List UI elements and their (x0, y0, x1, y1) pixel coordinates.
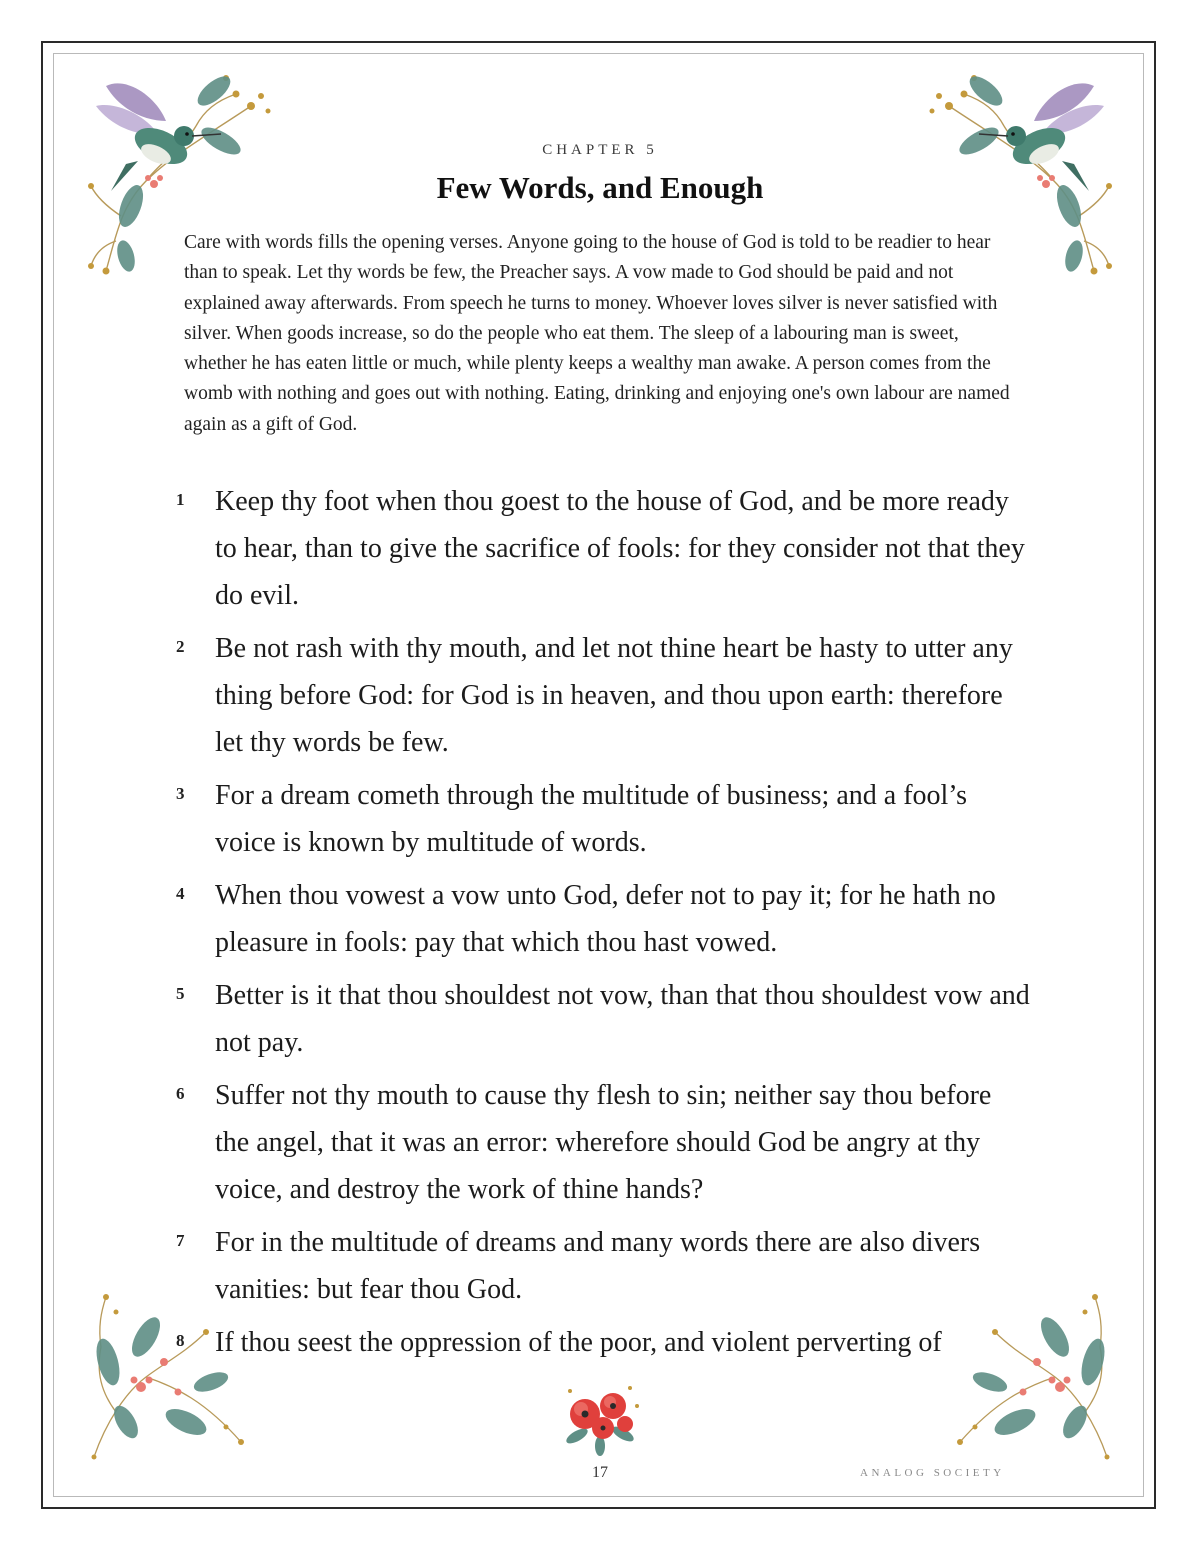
verse-text: Keep thy foot when thou goest to the house of God, and be more ready to hear, than to give the sacrifice of fools: for they consider not that they do evil. (215, 486, 1025, 611)
verse-text: If thou seest the oppression of the poor, and violent perverting of (215, 1327, 942, 1358)
verse-number: 5 (176, 984, 185, 1003)
verse-number: 2 (176, 637, 185, 656)
verse-text: When thou vowest a vow unto God, defer not to pay it; for he hath no pleasure in fools: pay that which thou hast vowed. (215, 880, 996, 958)
verse (170, 478, 1050, 619)
verse-number: 3 (176, 784, 185, 803)
verse-text: Suffer not thy mouth to cause thy flesh to sin; neither say thou before the angel, that it was an error: wherefore should God be angry at thy voice, and destroy the work of thine hands? (215, 1080, 992, 1205)
verse (170, 1219, 1050, 1313)
verse-text: For a dream cometh through the multitude of business; and a fool’s voice is known by multitude of words. (215, 780, 967, 858)
chapter-label: CHAPTER 5 (542, 142, 658, 158)
verse-text: Be not rash with thy mouth, and let not thine heart be hasty to utter any thing before God: for God is in heaven, and thou upon earth: therefore let thy words be few. (215, 633, 1013, 758)
verse (170, 972, 1050, 1066)
verse-number: 4 (176, 884, 185, 903)
verse-number: 7 (176, 1231, 185, 1250)
verse-number: 8 (176, 1331, 185, 1350)
verse-number: 1 (176, 490, 185, 509)
publisher-name: ANALOG SOCIETY (860, 1467, 1005, 1479)
verse (170, 625, 1050, 766)
red-poppy-bouquet-icon (555, 1376, 645, 1456)
chapter-title: Few Words, and Enough (436, 170, 764, 205)
verse (170, 772, 1050, 866)
verse-text: For in the multitude of dreams and many words there are also divers vanities: but fear thou God. (215, 1227, 981, 1305)
verse-text: Better is it that thou shouldest not vow, than that thou shouldest vow and not pay. (215, 980, 1030, 1058)
page-number: 17 (592, 1464, 608, 1481)
verse (170, 872, 1050, 966)
verse (170, 1319, 1050, 1366)
verse (170, 1072, 1050, 1213)
verse-list (170, 478, 1050, 1372)
verse-number: 6 (176, 1084, 185, 1103)
chapter-summary: Care with words fills the opening verses. Anyone going to the house of God is told to be readier to hear than to speak. Let thy words be few, the Preacher says. A vow made to God should be paid and not explained away afterwards. From speech he turns to money. Whoever loves silver is never satisfied with silver. When goods increase, so do the people who eat them. The sleep of a labouring man is sweet, whether he has eaten little or much, while plenty keeps a wealthy man awake. A person comes from the womb with nothing and goes out with nothing. Eating, drinking and enjoying one's own labour are named again as a gift of God. (184, 232, 1010, 435)
